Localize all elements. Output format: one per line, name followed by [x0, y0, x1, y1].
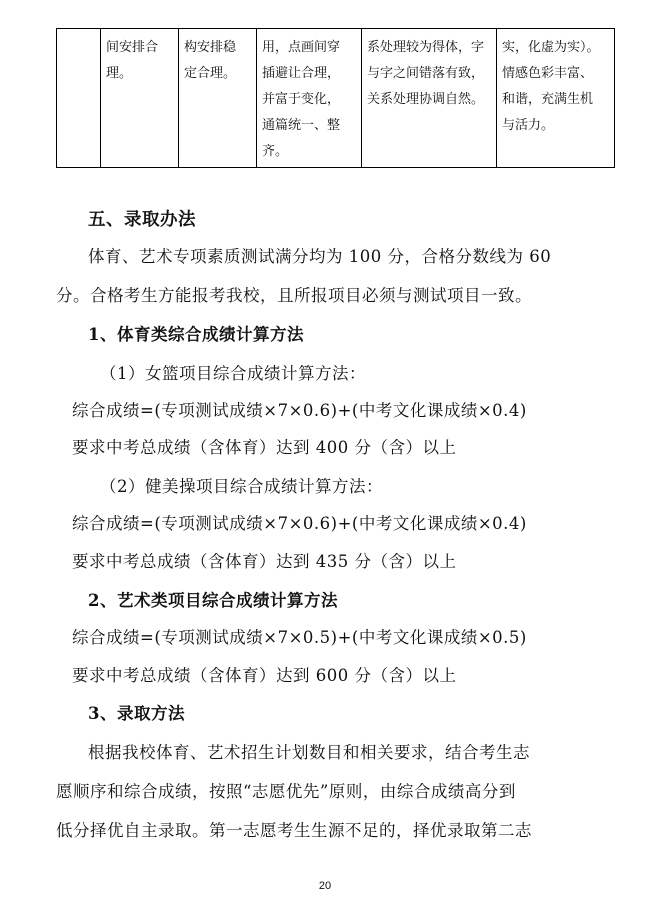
- scoring-criteria-table-fragment: [56, 28, 615, 168]
- subsection-heading: 2、艺术类项目综合成绩计算方法: [88, 591, 338, 610]
- table-cell: [101, 29, 179, 168]
- page-number: 20: [318, 880, 332, 892]
- section-heading: 五、录取办法: [88, 210, 196, 230]
- formula-line: 综合成绩=(专项测试成绩×7×0.6)+(中考文化课成绩×0.4): [72, 514, 527, 533]
- requirement-line: 要求中考总成绩（含体育）达到 600 分（含）以上: [72, 666, 457, 685]
- requirement-line: 要求中考总成绩（含体育）达到 435 分（含）以上: [72, 552, 457, 571]
- cell-line: 系处理较为得体，字: [367, 40, 485, 55]
- cell-line: 与活力。: [502, 118, 555, 133]
- cell-line: 插避让合理，: [262, 66, 341, 81]
- table-cell: [179, 29, 257, 168]
- cell-line: 实，化虚为实）。: [502, 40, 600, 55]
- item-title: （1）女篮项目综合成绩计算方法：: [100, 364, 366, 383]
- formula-line: 综合成绩=(专项测试成绩×7×0.5)+(中考文化课成绩×0.5): [72, 628, 527, 647]
- formula-line: 综合成绩=(专项测试成绩×7×0.6)+(中考文化课成绩×0.4): [72, 401, 527, 420]
- cell-line: 关系处理协调自然。: [367, 92, 485, 107]
- cell-line: 用，点画间穿: [262, 40, 341, 55]
- body-text-line: 愿顺序和综合成绩，按照“志愿优先”原则，由综合成绩高分到: [56, 782, 516, 801]
- item-title: （2）健美操项目综合成绩计算方法：: [100, 477, 383, 496]
- table-cell: [57, 29, 101, 168]
- body-text-line: 体育、艺术专项素质测试满分均为 100 分，合格分数线为 60: [88, 247, 552, 266]
- cell-line: 理。: [106, 66, 133, 81]
- table-cell: [362, 29, 497, 168]
- subsection-heading: 1、体育类综合成绩计算方法: [88, 325, 304, 344]
- cell-line: 通篇统一、整: [262, 118, 341, 133]
- cell-line: 并富于变化，: [262, 92, 341, 107]
- requirement-line: 要求中考总成绩（含体育）达到 400 分（含）以上: [72, 438, 457, 457]
- table-row: [57, 29, 615, 168]
- body-text-line: 低分择优自主录取。第一志愿考生生源不足的，择优录取第二志: [56, 821, 532, 840]
- cell-line: 与字之间错落有致，: [367, 66, 485, 81]
- cell-line: 间安排合: [106, 40, 159, 55]
- body-text-line: 根据我校体育、艺术招生计划数目和相关要求，结合考生志: [88, 743, 530, 762]
- body-text-line: 分。合格考生方能报考我校，且所报项目必须与测试项目一致。: [56, 286, 532, 305]
- subsection-heading: 3、录取方法: [88, 704, 185, 723]
- table-cell: [497, 29, 615, 168]
- cell-line: 构安排稳: [184, 40, 237, 55]
- cell-line: 和谐，充满生机: [502, 92, 594, 107]
- cell-line: 定合理。: [184, 66, 237, 81]
- cell-line: 情感色彩丰富、: [502, 66, 594, 81]
- table-cell: [257, 29, 362, 168]
- cell-line: 齐。: [262, 144, 289, 159]
